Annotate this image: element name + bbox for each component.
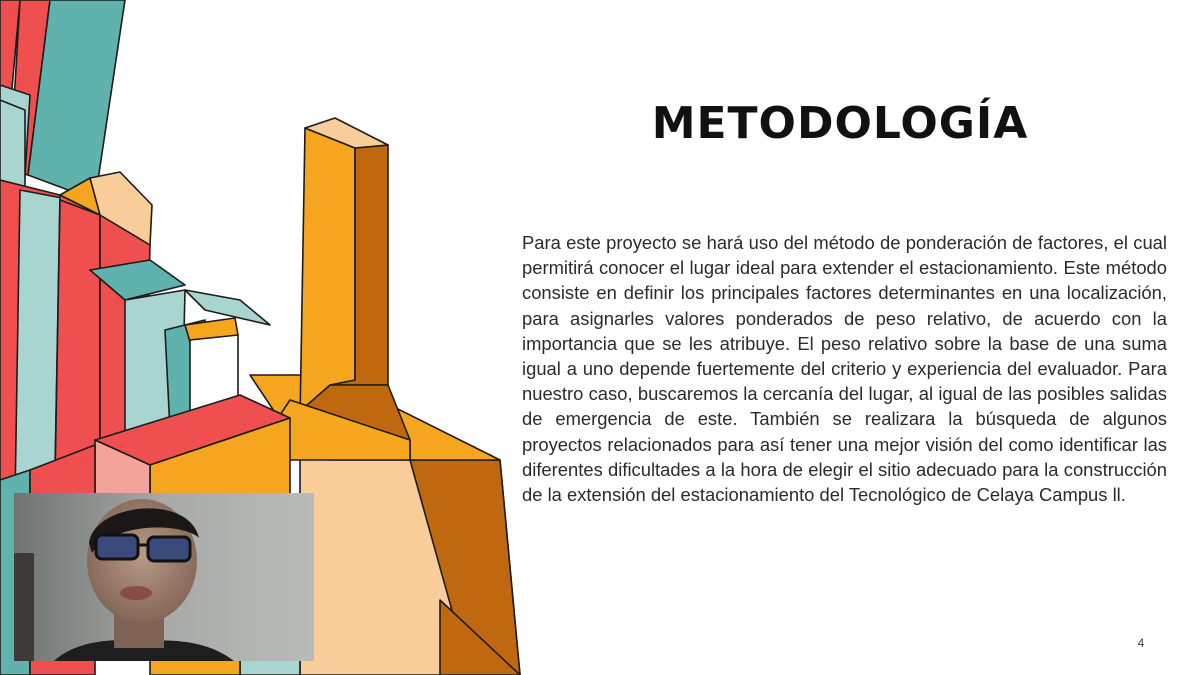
page-number: 4: [1137, 636, 1145, 650]
slide-body-paragraph: Para este proyecto se hará uso del método de ponderación de factores, el cual permitirá conocer el lugar ideal para extender el estacionamiento. Este método consiste en definir los principales factores determinantes en una localización, para asignarles valores ponderados de peso relativo, de acuerdo con la importancia que se les atribuye. El peso relativo sobre la base de una suma igual a uno depende fuertemente del criterio y experiencia del evaluador. Para nuestro caso, buscaremos la cercanía del lugar, al igual de las posibles salidas de emergencia de este. También se realizara la búsqueda de algunos proyectos relacionados para así tener una mejor visión del como identificar las diferentes dificultades a la hora de elegir el sitio adecuado para la construcción de la extensión del estacionamiento del Tecnológico de Celaya Campus ll.: [522, 232, 1167, 506]
presenter-webcam-overlay: [14, 493, 314, 661]
slide-title: METODOLOGÍA: [651, 98, 1029, 149]
presenter-video-feed: [14, 493, 314, 661]
